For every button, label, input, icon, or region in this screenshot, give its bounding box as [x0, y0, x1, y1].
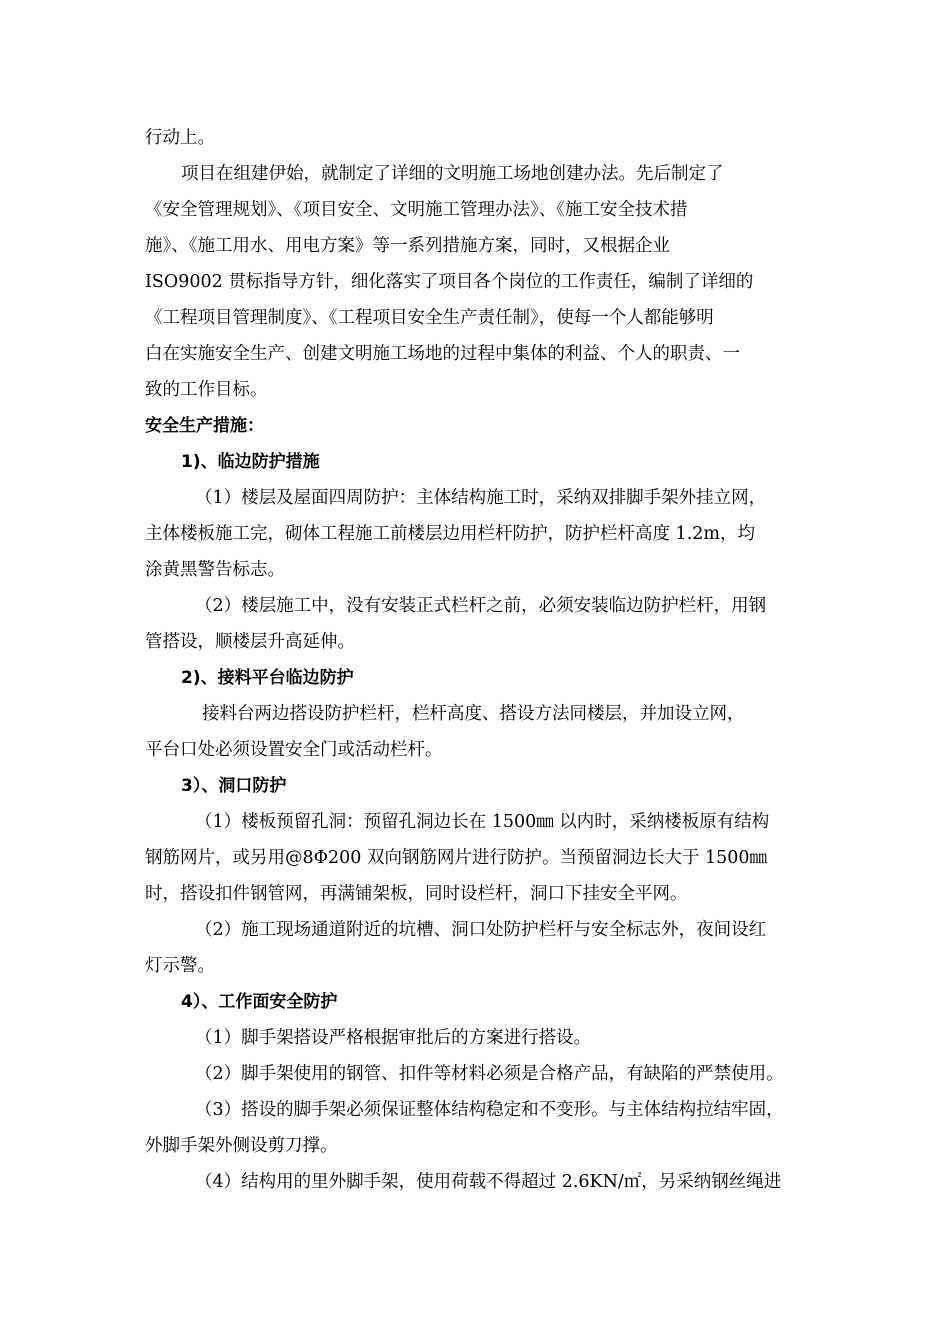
- paragraph-start: 接料台两边搭设防护栏杆，栏杆高度、搭设方法同楼层，并加设立网，: [202, 704, 745, 724]
- text-line: 钢筋网片，或另用@8Φ200 双向钢筋网片进行防护。当预留洞边长大于 1500㎜: [145, 848, 768, 868]
- text-line: 平台口处必须设置安全门或活动栏杆。: [145, 740, 443, 760]
- subsection-heading: 2)、接料平台临边防护: [181, 668, 354, 688]
- text-line: 管搭设，顺楼层升高延伸。: [145, 632, 355, 652]
- paragraph-start: （2）楼层施工中，没有安装正式栏杆之前，必须安装临边防护栏杆，用钢: [195, 596, 767, 616]
- paragraph-start: （1）脚手架搭设严格根据审批后的方案进行搭设。: [195, 1028, 592, 1048]
- text-line: 灯示警。: [145, 956, 215, 976]
- text-line: 《工程项目管理制度》、《工程项目安全生产责任制》，使每一个人都能够明: [145, 308, 714, 328]
- text-line: 致的工作目标。: [145, 380, 268, 400]
- text-line: 主体楼板施工完，砌体工程施工前楼层边用栏杆防护，防护栏杆高度 1.2m，均: [145, 524, 755, 544]
- text-line: 行动上。: [145, 128, 215, 148]
- text-line: 白在实施安全生产、创建文明施工场地的过程中集体的利益、个人的职责、一: [145, 344, 740, 364]
- text-line: ISO9002 贯标指导方针，细化落实了项目各个岗位的工作责任，编制了详细的: [145, 272, 754, 292]
- subsection-heading: 4）、工作面安全防护: [181, 992, 338, 1012]
- text-line: 外脚手架外侧设剪刀撑。: [145, 1136, 338, 1156]
- paragraph-start: （4）结构用的里外脚手架，使用荷载不得超过 2.6KN/㎡，另采纳钢丝绳进: [195, 1172, 782, 1192]
- paragraph-start: 项目在组建伊始，就制定了详细的文明施工场地创建办法。先后制定了: [181, 164, 724, 184]
- section-heading: 安全生产措施：: [145, 416, 264, 436]
- paragraph-start: （2）脚手架使用的钢管、扣件等材料必须是合格产品，有缺陷的严禁使用。: [195, 1064, 784, 1084]
- text-line: 涂黄黑警告标志。: [145, 560, 285, 580]
- text-line: 《安全管理规划》、《项目安全、文明施工管理办法》、《施工安全技术措: [145, 200, 688, 220]
- subsection-heading: 3）、洞口防护: [181, 776, 287, 796]
- paragraph-start: （3）搭设的脚手架必须保证整体结构稳定和不变形。与主体结构拉结牢固，: [195, 1100, 784, 1120]
- paragraph-start: （2）施工现场通道附近的坑槽、洞口处防护栏杆与安全标志外，夜间设红: [195, 920, 767, 940]
- text-line: 时，搭设扣件钢管网，再满铺架板，同时设栏杆，洞口下挂安全平网。: [145, 884, 688, 904]
- paragraph-start: （1）楼板预留孔洞：预留孔洞边长在 1500㎜ 以内时，采纳楼板原有结构: [195, 812, 770, 832]
- subsection-heading: 1)、临边防护措施: [181, 452, 320, 472]
- paragraph-start: （1）楼层及屋面四周防护：主体结构施工时，采纳双排脚手架外挂立网，: [195, 488, 767, 508]
- text-line: 施》、《施工用水、用电方案》等一系列措施方案，同时，又根据企业: [145, 236, 670, 256]
